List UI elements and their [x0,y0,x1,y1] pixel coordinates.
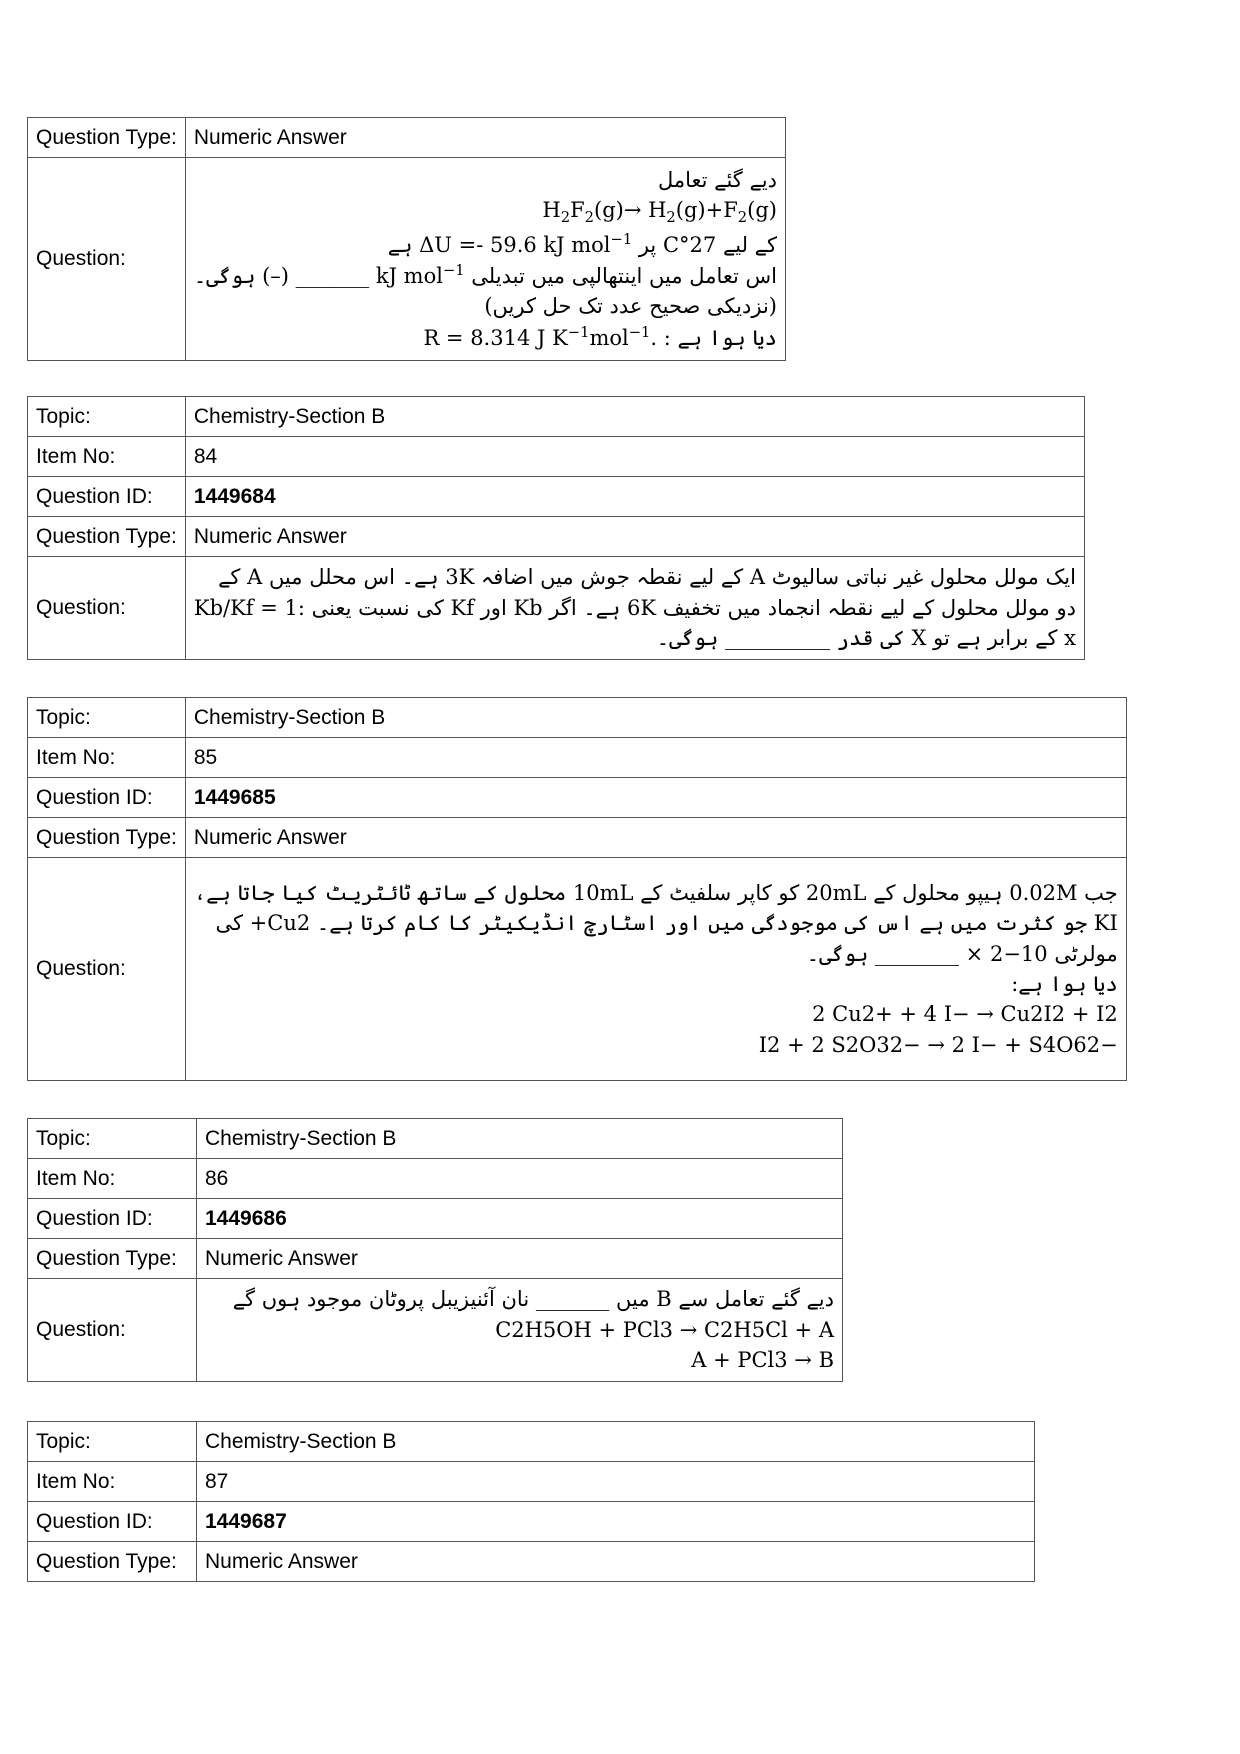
item-no-label: Item No: [28,738,186,778]
item-no-label: Item No: [28,437,186,477]
question-type-value: Numeric Answer [197,1542,1035,1582]
question-text [185,557,1084,660]
question-type-value: Numeric Answer [197,1239,843,1279]
question-text [197,1279,843,1382]
item-no-label: Item No: [28,1462,197,1502]
item-no-value: 87 [197,1462,1035,1502]
q83-line-3: اس تعامل میں اینتھالپی میں تبدیلی kJ mol$^{-1}$ _______ (–) ہوگی۔ [193,262,777,289]
q83-line-1: دیے گئے تعامل [657,167,777,192]
question-table-83 [27,117,786,361]
topic-value: Chemistry-Section B [185,698,1126,738]
q84-line-1: ایک مولل محلول غیر نباتی سالیوٹ A کے لیے نقطہ جوش میں اضافہ 3K ہے۔ اس محلل میں A کے [218,565,1076,590]
question-table-84 [27,396,1085,660]
item-no-label: Item No: [28,1159,197,1199]
q85-equation-2: I2 + 2 S2O32− → 2 I− + S4O62− [758,1032,1118,1057]
topic-value: Chemistry-Section B [185,397,1084,437]
question-type-value: Numeric Answer [185,517,1084,557]
question-label: Question: [28,858,186,1081]
q83-line-4: (نزدیکی صحیح عدد تک حل کریں) [484,294,777,319]
topic-label: Topic: [28,1422,197,1462]
question-label: Question: [28,557,186,660]
topic-label: Topic: [28,1119,197,1159]
question-id-label: Question ID: [28,778,186,818]
question-type-label: Question Type: [28,818,186,858]
q83-line-5: دیا ہوا ہے : R = 8.314 J $K^{-1}mol^{-1}$. [423,323,777,350]
q84-line-2: دو مولل محلول کے لیے نقطہ انجماد میں تخفیف 6K ہے۔ اگر Kb اور Kf کی نسبت یعنی Kb/Kf = 1: [193,595,1076,620]
question-label: Question: [28,1279,197,1382]
question-id-value: 1449686 [197,1199,843,1239]
question-type-label: Question Type: [28,1239,197,1279]
item-no-value: 86 [197,1159,843,1199]
question-id-value: 1449684 [185,477,1084,517]
question-id-value: 1449687 [197,1502,1035,1542]
topic-label: Topic: [28,698,186,738]
question-type-label: Question Type: [28,118,186,158]
q86-equation-1: C2H5OH + PCl3 → C2H5Cl + A [495,1317,834,1342]
question-text [185,158,785,361]
question-table-85 [27,697,1127,1081]
q85-line-3: مولرٹی 10−2 × ________ ہوگی۔ [806,941,1118,966]
question-text [185,858,1126,1081]
item-no-value: 84 [185,437,1084,477]
q85-equation-1: 2 Cu2+ + 4 I− → Cu2I2 + I2 [812,1002,1118,1027]
q83-line-2: کے لیے 27°C پر ΔU =- 59.6 kJ mol$^{-1}$ ہے [387,230,777,257]
q85-line-2: KI جو کثرت میں ہے اس کی موجودگی میں اور اسٹارچ انڈیکیٹر کا کام کرتا ہے۔ Cu2+ کی [215,911,1118,936]
question-type-label: Question Type: [28,517,186,557]
question-label: Question: [28,158,186,361]
q85-line-4: دیا ہوا ہے: [1011,972,1118,996]
question-id-value: 1449685 [185,778,1126,818]
q83-reaction: $H_2F_2(g)\to H_2(g)+F_2(g)$ [542,198,777,227]
q85-line-1: جب 0.02M ہیپو محلول کے 20mL کو کاپر سلفیٹ کے 10mL محلول کے ساتھ ٹائٹریٹ کیا جاتا ہے، [193,880,1118,905]
question-type-value: Numeric Answer [185,118,785,158]
topic-value: Chemistry-Section B [197,1422,1035,1462]
question-type-value: Numeric Answer [185,818,1126,858]
question-id-label: Question ID: [28,1199,197,1239]
topic-value: Chemistry-Section B [197,1119,843,1159]
question-type-label: Question Type: [28,1542,197,1582]
question-table-86 [27,1118,843,1382]
question-id-label: Question ID: [28,1502,197,1542]
question-id-label: Question ID: [28,477,186,517]
q86-line-1: دیے گئے تعامل سے B میں _______ نان آئنیزیبل پروٹان موجود ہوں گے [232,1287,834,1312]
item-no-value: 85 [185,738,1126,778]
question-table-87 [27,1421,1035,1582]
topic-label: Topic: [28,397,186,437]
q84-line-3: x کے برابر ہے تو X کی قدر __________ ہوگی۔ [656,626,1076,651]
q86-equation-2: A + PCl3 → B [691,1348,834,1373]
